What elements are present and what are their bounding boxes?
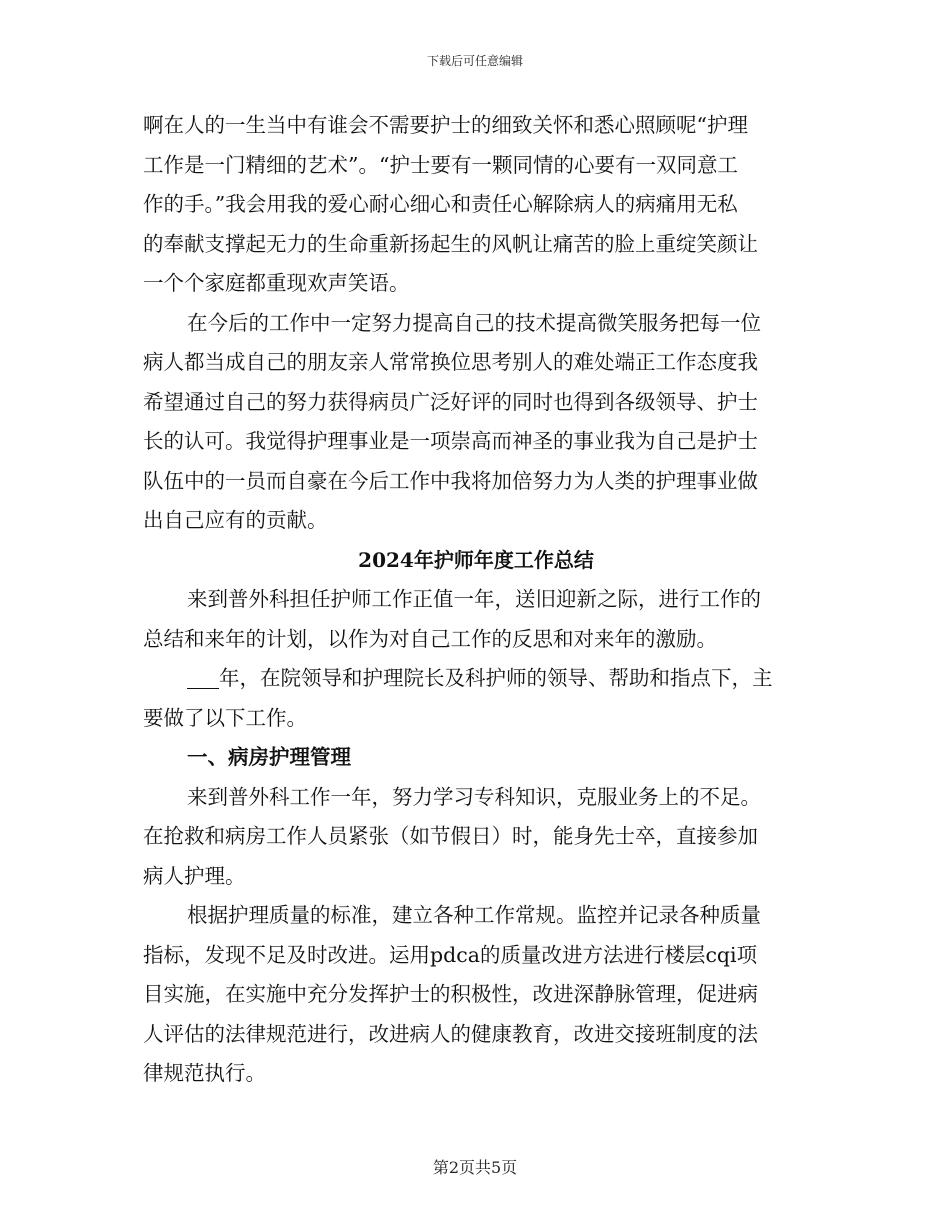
paragraph-line: 要做了以下工作。	[143, 705, 307, 730]
paragraph-text: 年，在院领导和护理院长及科护师的领导、帮助和指点下，主	[219, 666, 773, 690]
paragraph-line: 出自己应有的贡献。	[143, 508, 328, 532]
paragraph-line: 作的手。”我会用我的爱心耐心细心和责任心解除病人的病痛用无私	[143, 192, 738, 216]
paragraph-line: 来到普外科工作一年，努力学习专科知识，克服业务上的不足。	[187, 784, 761, 809]
section-heading: 一、病房护理管理	[187, 745, 351, 769]
paragraph-line: 在抢救和病房工作人员紧张（如节假日）时，能身先士卒，直接参加	[143, 824, 758, 848]
blank-underline	[187, 666, 219, 689]
page-footer: 第2页共5页	[432, 1158, 518, 1177]
paragraph-line: 在今后的工作中一定努力提高自己的技术提高微笑服务把每一位	[187, 310, 761, 335]
paragraph-line: 工作是一门精细的艺术”。“护士要有一颗同情的心要有一双同意工	[143, 152, 738, 177]
paragraph-line: 来到普外科担任护师工作正值一年，送旧迎新之际，进行工作的	[187, 587, 761, 611]
paragraph-line: 病人都当成自己的朋友亲人常常换位思考别人的难处端正工作态度我	[143, 350, 758, 374]
document-body	[143, 106, 809, 1094]
paragraph-line: 目实施，在实施中充分发挥护士的积极性，改进深静脉管理，促进病	[143, 982, 758, 1006]
paragraph-line: 一个个家庭都重现欢声笑语。	[143, 271, 410, 295]
paragraph-line: 根据护理质量的标准，建立各种工作常规。监控并记录各种质量	[187, 903, 761, 927]
paragraph-line	[143, 659, 809, 699]
paragraph-line: 指标，发现不足及时改进。运用pdca的质量改进方法进行楼层cqi项	[143, 942, 758, 967]
paragraph-line: 总结和来年的计划，以作为对自己工作的反思和对来年的激励。	[143, 626, 717, 651]
paragraph-line: 队伍中的一员而自豪在今后工作中我将加倍努力为人类的护理事业做	[143, 468, 758, 493]
paragraph-line: 人评估的法律规范进行，改进病人的健康教育，改进交接班制度的法	[143, 1021, 758, 1046]
paragraph-line: 希望通过自己的努力获得病员广泛好评的同时也得到各级领导、护士	[143, 389, 758, 414]
paragraph-line: 的奉献支撑起无力的生命重新扬起生的风帆让痛苦的脸上重绽笑颜让	[143, 231, 758, 256]
paragraph-line: 啊在人的一生当中有谁会不需要护士的细致关怀和悉心照顾呢“护理	[143, 113, 748, 137]
paragraph-line: 律规范执行。	[143, 1061, 266, 1085]
paragraph-line: 长的认可。我觉得护理事业是一项崇高而神圣的事业我为自己是护士	[143, 429, 758, 453]
page-header: 下载后可任意编辑	[426, 54, 523, 68]
section-title: 2024年护师年度工作总结	[358, 547, 594, 572]
paragraph-line: 病人护理。	[143, 863, 246, 888]
